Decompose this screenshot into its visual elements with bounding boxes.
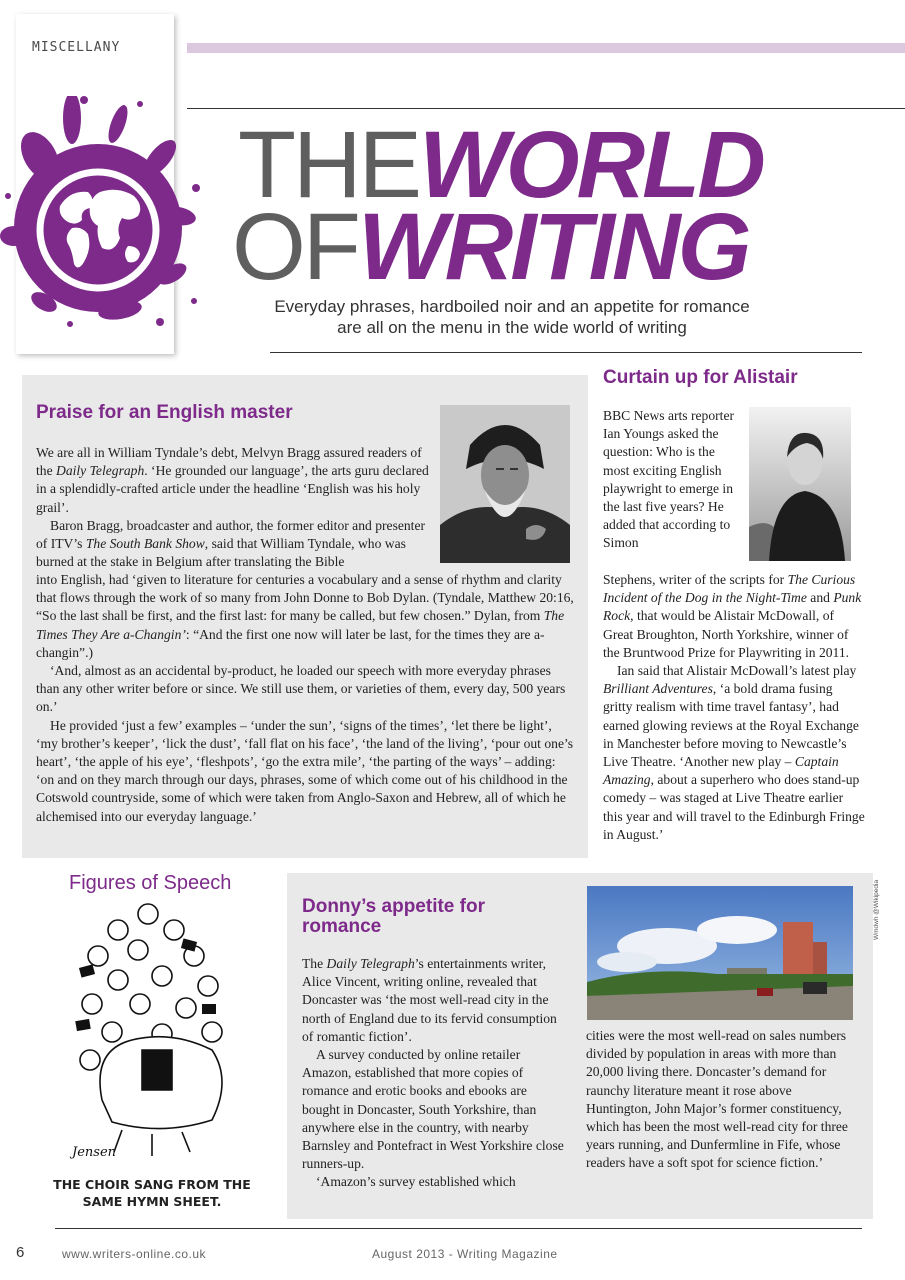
donny-paragraph-4: cities were the most well-read on sales numbers divided by population in areas with more than 20,000 living there. Doncaster’s demand for raunchy literature meant it rose above Huntington, John Major’s former constituency, which has been the most well-read city for three years running, and Dunfermline in Fife, whose readers have a soft spot for science fiction.’ <box>586 1028 848 1171</box>
page-title-line-2 <box>232 194 749 300</box>
praise-paragraph-4: He provided ‘just a few’ examples – ‘under the sun’, ‘signs of the times’, ‘let there be light’, ‘my brother’s keeper’, ‘lick the dust’, ‘fall flat on his face’, ‘the land of the living’, ‘pour out one’s heart’, ‘the apple of his eye’, ‘fleshpots’, ‘go the extra mile’, ‘the parting of the ways’ – adding: ‘on and on they march through our days, phrases, some of which come out of his childhood in the Cotswold countryside, some of which were taken from Anglo-Saxon and Hebrew, all of which he alchemised into our everyday language.’ <box>36 717 574 824</box>
footer-website[interactable]: www.writers-online.co.uk <box>62 1247 207 1261</box>
praise-body-top <box>36 444 431 571</box>
choir-cartoon <box>62 900 252 1170</box>
standfirst: Everyday phrases, hardboiled noir and an appetite for romance are all on the menu in the wide world of writing <box>274 297 750 337</box>
praise-paragraph-2a: Baron Bragg, broadcaster and author, the former editor and presenter of ITV’s The South Bank Show, said that William Tyndale, who was burned at the stake in Belgium after translating the Bible <box>36 517 426 570</box>
footer-issue: August 2013 - Writing Magazine <box>372 1247 558 1261</box>
praise-paragraph-2b: into English, had ‘given to literature for centuries a vocabulary and a sense of rhythm and clarity that flows through the work of so many from John Donne to Bob Dylan. (Tyndale, Matthew 20:16, “So the last shall be first, and the first last: for many be called, but few chosen.” Dylan, from The Times They Are a-Changin’: “And the first one now will later be last, for the times they are a-changin”.) <box>36 572 574 660</box>
praise-paragraph-1: We are all in William Tyndale’s debt, Melvyn Bragg assured readers of the Daily Telegraph. ‘He grounded our language’, the arts guru declared in a splendidly-crafted article under the headline ‘English was his holy grail’. <box>36 445 429 515</box>
curtain-heading: Curtain up for Alistair <box>603 367 798 388</box>
praise-heading: Praise for an English master <box>36 402 293 423</box>
donny-paragraph-1: The Daily Telegraph’s entertainments writer, Alice Vincent, writing online, revealed that Doncaster was ‘the most well-read city in the north of England due to its fervid consumption of romantic fiction’. <box>302 956 557 1044</box>
globe-splash-icon <box>0 96 205 328</box>
doncaster-photo <box>587 886 853 1020</box>
tyndale-portrait <box>440 405 570 563</box>
curtain-body-bottom <box>603 571 865 844</box>
donny-body-left <box>302 955 564 1192</box>
praise-paragraph-3: ‘And, almost as an accidental by-product, he loaded our speech with more everyday phrases than any other writer before or since. We still use them, or varieties of them, every day, 500 years on.’ <box>36 663 566 715</box>
donny-heading: Donny’s appetite for romance <box>302 896 485 937</box>
curtain-body-top <box>603 407 743 553</box>
praise-body-bottom <box>36 571 576 826</box>
figures-heading: Figures of Speech <box>69 872 232 894</box>
curtain-paragraph-1b: Stephens, writer of the scripts for The Curious Incident of the Dog in the Night-Time and Punk Rock, that would be Alistair McDowall, of Great Broughton, North Yorkshire, winner of the Bruntwood Prize for Playwriting in 2011. <box>603 572 862 660</box>
donny-body-right <box>586 1027 858 1173</box>
donny-paragraph-3: ‘Amazon’s survey established which <box>316 1174 516 1190</box>
header-accent-bar <box>187 43 905 53</box>
title-word-writing: WRITING <box>357 194 749 300</box>
title-word-world: WORLD <box>419 112 763 218</box>
title-word-of: OF <box>232 194 358 300</box>
curtain-paragraph-1a: BBC News arts reporter Ian Youngs asked the question: Who is the most exciting English playwright to emerge in the last five years? He added that according to Simon <box>603 408 734 551</box>
cartoon-signature: Jensen <box>72 1145 117 1160</box>
curtain-paragraph-2: Ian said that Alistair McDowall’s latest play Brilliant Adventures, ‘a bold drama fusing gritty realism with time travel fantasy’, had earned glowing reviews at the Royal Exchange in Manchester before moving to Newcastle’s Live Theatre. ‘Another new play – Captain Amazing, about a superhero who does stand-up comedy – was staged at Live Theatre earlier this year and will travel to the Edinburgh Fringe in August.’ <box>603 663 865 842</box>
title-word-the: THE <box>238 112 419 218</box>
footer-rule <box>55 1228 862 1229</box>
cartoon-caption: THE CHOIR SANG FROM THE SAME HYMN SHEET. <box>53 1177 251 1209</box>
section-label: MISCELLANY <box>32 40 121 55</box>
standfirst-rule <box>270 352 862 353</box>
photo-credit: Wmdwh @Wikipedia <box>873 879 880 940</box>
header-rule <box>187 108 905 109</box>
alistair-portrait <box>749 407 851 561</box>
donny-paragraph-2: A survey conducted by online retailer Amazon, established that more copies of romance and erotic books and ebooks are bought in Doncaster, South Yorkshire, than anywhere else in the country, with nearby Barnsley and Pontefract in West Yorkshire close runners-up. <box>302 1047 564 1172</box>
page-number: 6 <box>16 1244 25 1261</box>
